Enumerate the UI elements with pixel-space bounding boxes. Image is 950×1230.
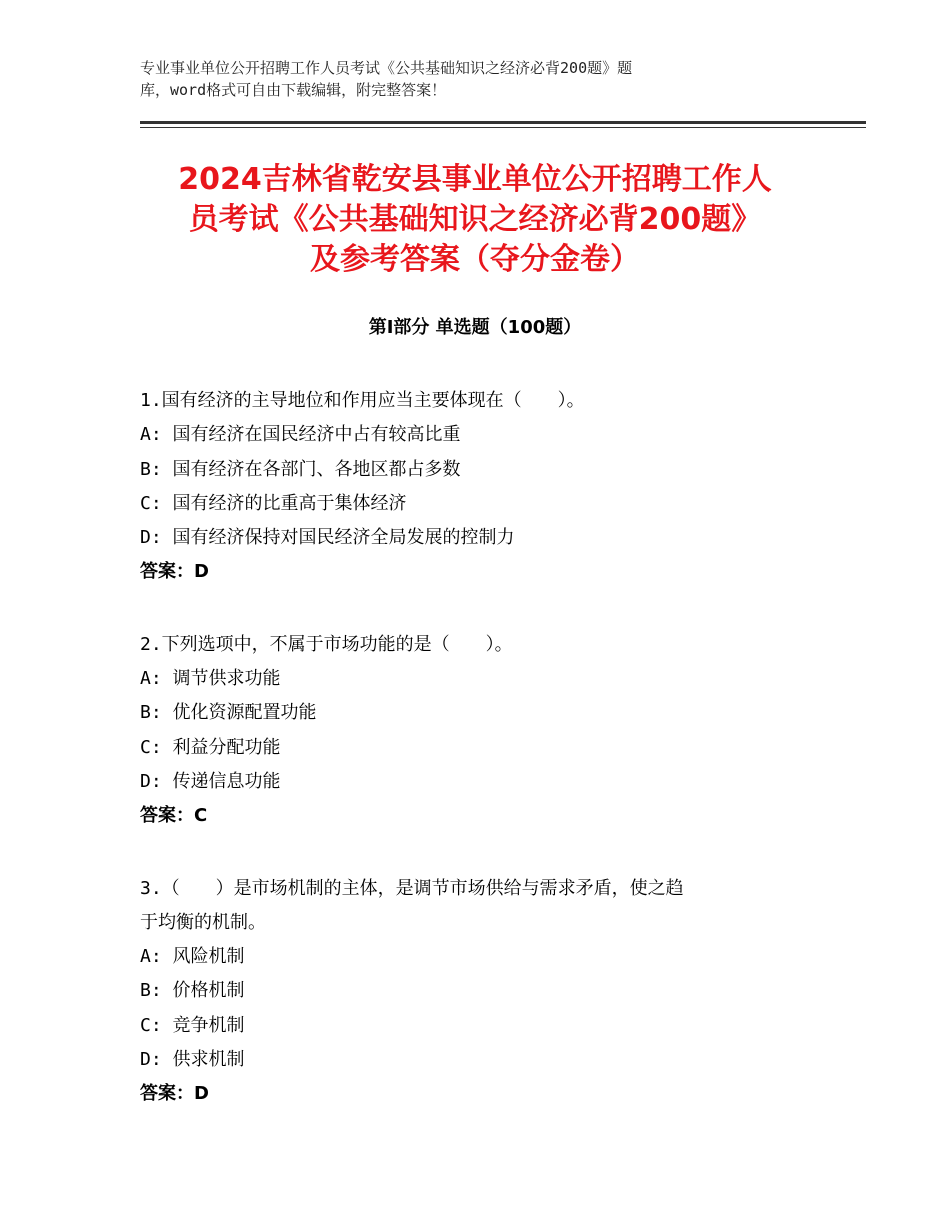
question-2: [140, 628, 820, 834]
option-c: C: 国有经济的比重高于集体经济: [140, 492, 407, 514]
header-divider-thin: [140, 127, 866, 128]
answer: 答案：D: [140, 561, 209, 583]
document-title-line: 员考试《公共基础知识之经济必背200题》: [188, 202, 762, 237]
header-note: [140, 57, 780, 101]
document-title-line: 及参考答案（夺分金卷）: [310, 242, 640, 277]
option-a: A: 国有经济在国民经济中占有较高比重: [140, 424, 461, 446]
question-stem: 1.国有经济的主导地位和作用应当主要体现在（ ）。: [140, 390, 585, 411]
option-a: A: 调节供求功能: [140, 668, 281, 690]
document-title-line: 2024吉林省乾安县事业单位公开招聘工作人: [178, 162, 772, 197]
option-c: C: 竞争机制: [140, 1014, 245, 1036]
header-divider-thick: [140, 121, 866, 124]
option-d: D: 供求机制: [140, 1049, 245, 1071]
question-stem: 3.（ ）是市场机制的主体，是调节市场供给与需求矛盾，使之趋: [140, 877, 684, 899]
option-c: C: 利益分配功能: [140, 736, 281, 758]
option-d: D: 传递信息功能: [140, 770, 281, 792]
question-3: [140, 872, 820, 1112]
header-note-line: 库，word格式可自由下载编辑，附完整答案！: [140, 81, 447, 99]
answer: 答案：C: [140, 805, 208, 827]
option-d: D: 国有经济保持对国民经济全局发展的控制力: [140, 527, 515, 549]
option-b: B: 国有经济在各部门、各地区都占多数: [140, 458, 461, 480]
document-title: [100, 160, 850, 280]
header-note-line: 专业事业单位公开招聘工作人员考试《公共基础知识之经济必背200题》题: [140, 59, 633, 77]
answer: 答案：D: [140, 1083, 209, 1105]
option-b: B: 价格机制: [140, 980, 245, 1002]
question-stem: 2.下列选项中，不属于市场功能的是（ ）。: [140, 633, 513, 655]
question-1: [140, 384, 820, 590]
section-title: 第Ⅰ部分 单选题（100题）: [368, 317, 582, 338]
option-a: A: 风险机制: [140, 946, 245, 968]
option-b: B: 优化资源配置功能: [140, 702, 317, 724]
question-list: [140, 384, 820, 1150]
question-stem-continued: 于均衡的机制。: [140, 911, 266, 933]
